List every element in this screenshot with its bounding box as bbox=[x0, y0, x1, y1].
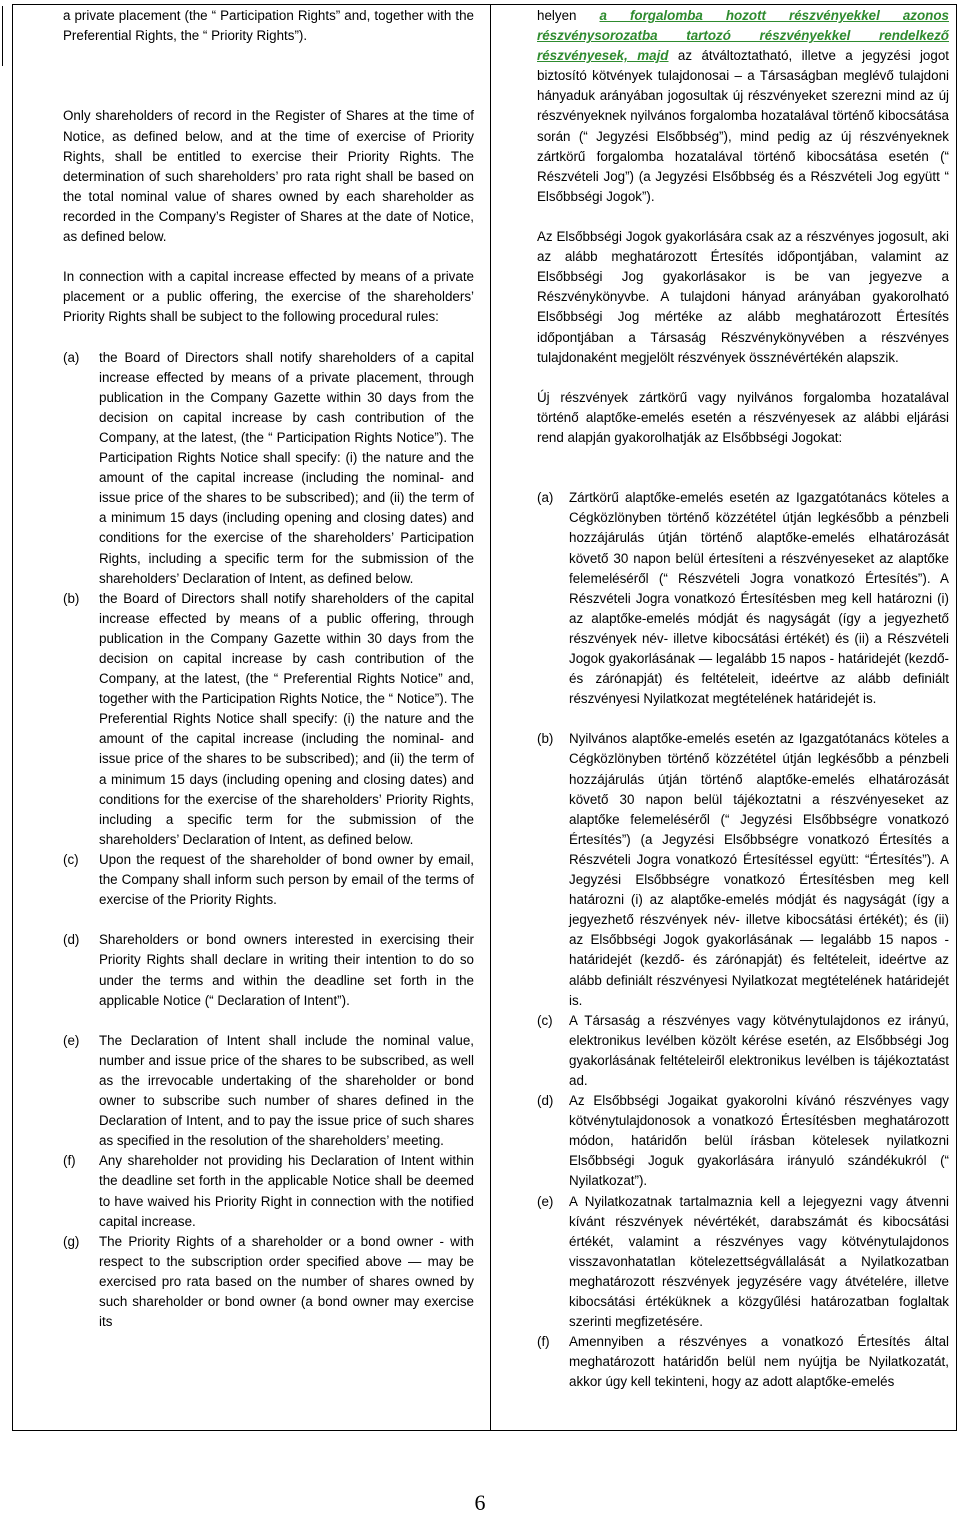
item-text: the Board of Directors shall notify shareholders of the capital increase effected by means of a public offering, through publication in the Company Gazette within 30 days from the decision on capital increase by cash contribution of the Company, at the latest, (the “ Preferential Rights Notice” and, together with the Participation Rights Notice, the “ Notice”). The Preferential Rights Notice shall specify: (i) the nature and the amount of the capital increase (including the nominal- and issue price of the shares to be subscribed); and (ii) the term of a minimum 15 days (including opening and closing dates) and conditions for the exercise of the shareholders’ Priority Rights, including a specific term for the submission of the shareholders’ Declaration of Intent, as defined below. bbox=[99, 590, 474, 847]
list-item-c-hu bbox=[537, 1011, 949, 1091]
list-item-f bbox=[63, 1151, 474, 1231]
item-text: Upon the request of the shareholder of bond owner by email, the Company shall inform such person by email of the terms of exercise of the Priority Rights. bbox=[99, 851, 474, 908]
list-item-g bbox=[63, 1232, 474, 1332]
item-label: (a) bbox=[537, 490, 554, 506]
list-item-e bbox=[63, 1031, 474, 1152]
margin-mark bbox=[2, 6, 3, 66]
item-label: (g) bbox=[63, 1233, 80, 1249]
paragraph-shareholders-of-record-hu: Az Elsőbbségi Jogok gyakorlására csak az a részvényes jogosult, aki az alább meghatározott Értesítés időpontjában, valamint az Elsőbbségi Jog gyakorlásakor is be van jegyezve a Részvénykönyvbe. A tulajdoni hányad arányában gyakorolható Elsőbbségi Jog mértéke az alább meghatározott Értesítés időpontjában a Társaság Részvénykönyvében a részvényes tulajdonaként megjelölt részvények össznévértékén alapszik. bbox=[537, 229, 949, 365]
item-text: A Nyilatkozatnak tartalmaznia kell a lejegyezni vagy átvenni kívánt részvények névértékét, darabszámát és kibocsátási értékét, valamint a részvényes vagy kötvénytulajdonos visszavonhatatlan kötelezettségvállalását a Nyilatkozatban meghatározott részvények jegyzésére vagy átvételére, illetve kibocsátási értéküknek a közgyűlési határozatban foglaltak szerinti megfizetésére. bbox=[569, 1193, 949, 1330]
list-item-c bbox=[63, 850, 474, 910]
item-label: (c) bbox=[537, 1012, 553, 1028]
item-label: (f) bbox=[537, 1334, 550, 1350]
item-text: The Declaration of Intent shall include the nominal value, number and issue price of the shares to be subscribed, as well as the irrevocable undertaking of the shareholder or bond owner to subscribe such number of shares defined in the Declaration of Intent, and to pay the issue price of such shares as specified in the resolution of the shareholders’ meeting. bbox=[99, 1032, 474, 1149]
intro-start: helyen bbox=[537, 8, 577, 23]
english-column bbox=[63, 6, 474, 1332]
item-label: (c) bbox=[63, 851, 79, 867]
list-item-a-hu bbox=[537, 488, 949, 709]
item-text: the Board of Directors shall notify shareholders of a capital increase effected by means of a private placement, through publication in the Company Gazette within 30 days from the decision on capital increase by cash contribution of the Company, at the latest, (the “ Participation Rights Notice”). The Participation Rights Notice shall specify: (i) the nature and the amount of the capital increase (including the nominal- and issue price of the shares to be subscribed); and (ii) the term of a minimum 15 days (including opening and closing dates) and conditions for the exercise of the shareholders’ Participation Rights, including a specific term for the submission of the shareholders’ Declaration of Intent, as defined below. bbox=[99, 349, 474, 586]
item-label: (e) bbox=[537, 1193, 554, 1209]
item-text: Any shareholder not providing his Declaration of Intent within the deadline set forth in the applicable Notice shall be deemed to have waived his Priority Right in connection with the notified capital increase. bbox=[99, 1153, 474, 1229]
paragraph-procedural-intro: In connection with a capital increase effected by means of a private placement or a public offering, the exercise of the shareholders’ Priority Rights shall be subject to the following procedural rules: bbox=[63, 269, 474, 325]
list-item-a bbox=[63, 348, 474, 589]
item-label: (b) bbox=[63, 590, 80, 606]
item-label: (d) bbox=[537, 1093, 554, 1109]
item-text: Zártkörű alaptőke-emelés esetén az Igazgatótanács köteles a Cégközlönyben történő közzététel útján legkésőbb a pénzbeli hozzájárulás útján történő alaptőke-emelés elhatározását követő 30 napon belül értesíteni a részvényeseket az alaptőke felemeléséről (“ Részvételi Jogra vonatkozó Értesítés”). A Részvételi Jogra vonatkozó Értesítésben meg kell határozni (i) az alaptőke-emelés módját és nagyságát (így a jegyezhető részvények név- illetve kibocsátási értékét) és (ii) a Részvételi Jogok gyakorlásának — legalább 15 napos - határidejét (kezdő- és zárónapját) és feltételeit, ideértve az alább definiált részvényesi Nyilatkozat megtételének határidejét is. bbox=[569, 490, 949, 707]
item-text: Shareholders or bond owners interested in exercising their Priority Rights shall declare in writing their intention to do so under the terms and within the deadline set forth in the applicable Notice (“ Declaration of Intent”). bbox=[99, 932, 474, 1008]
highlighted-insertion: a forgalomba hozott részvényekkel azonos részvénysorozatba tartozó részvényekkel rendelkező részvényesek, majd bbox=[537, 8, 949, 64]
item-label: (f) bbox=[63, 1153, 76, 1169]
list-item-b-hu bbox=[537, 729, 949, 1010]
list-item-f-hu bbox=[537, 1332, 949, 1392]
item-label: (b) bbox=[537, 731, 554, 747]
item-text: Az Elsőbbségi Jogaikat gyakorolni kívánó részvényes vagy kötvénytulajdonosok a vonatkozó Értesítésben meghatározott módon, határidőn belül írásban kötelesek nyilatkozni Elsőbbségi Joguk gyakorlására irányuló szándékukról (“ Nyilatkozat”). bbox=[569, 1093, 949, 1189]
hungarian-column bbox=[537, 6, 949, 1392]
item-text: Amennyiben a részvényes a vonatkozó Értesítés által meghatározott határidőn belül nem nyújtja be Nyilatkozatát, akkor úgy kell tekinteni, hogy az adott alaptőke-emelés bbox=[569, 1334, 949, 1390]
list-item-e-hu bbox=[537, 1192, 949, 1333]
list-item-b bbox=[63, 589, 474, 850]
paragraph-shareholders-of-record: Only shareholders of record in the Register of Shares at the time of Notice, as defined below, and at the time of exercise of Priority Rights, shall be entitled to exercise their Priority Rights. The determination of such shareholders’ pro rata right shall be based on the total nominal value of shares owned by each shareholder as recorded in the Company’s Register of Shares at the date of Notice, as defined below. bbox=[63, 108, 474, 245]
list-item-d-hu bbox=[537, 1091, 949, 1191]
list-item-d bbox=[63, 930, 474, 1010]
paragraph-procedural-intro-hu: Új részvények zártkörű vagy nyilvános forgalomba hozatalával történő alaptőke-emelés esetén a részvényesek az alábbi eljárási rend alapján gyakorolhatják az Elsőbbségi Jogokat: bbox=[537, 389, 949, 445]
intro-rest: az átváltoztatható, illetve a jegyzési jogot biztosító kötvények tulajdonosai – a Társaságban meglévő tulajdoni hányaduk arányában jogosultak új részvényeket szerezni mind az új részvényeknek nyilvános forgalomba hozatalával történő kibocsátása során (“ Jegyzési Elsőbbség”), mind pedig az új részvényeknek zártkörű forgalomba hozatalával történő kibocsátása esetén (“ Részvételi Jog”) (a Jegyzési Elsőbbség és a Részvételi Jog együtt “ Elsőbbségi Jogok”). bbox=[537, 48, 949, 204]
item-text: A Társaság a részvényes vagy kötvénytulajdonos ez irányú, elektronikus levélben közölt kérése esetén, az Elsőbbségi Jog gyakorlásának feltételeiről elektronikus levélben is tájékoztatást ad. bbox=[569, 1012, 949, 1088]
item-label: (d) bbox=[63, 932, 80, 948]
paragraph-intro-continued-hu bbox=[537, 6, 949, 207]
item-label: (a) bbox=[63, 349, 80, 365]
item-label: (e) bbox=[63, 1032, 80, 1048]
column-divider bbox=[490, 4, 491, 1431]
paragraph-intro-continued: a private placement (the “ Participation Rights” and, together with the Preferential Rights, the “ Priority Rights”). bbox=[63, 8, 474, 44]
item-text: Nyilvános alaptőke-emelés esetén az Igazgatótanács köteles a Cégközlönyben történő közzététel útján legkésőbb a pénzbeli hozzájárulás útján történő alaptőke-emelés elhatározását követő 30 napon belül tájékoztatni a részvényeseket az alaptőke felemeléséről (“ Jegyzési Elsőbbségre vonatkozó Értesítés”) (a Jegyzési Elsőbbségre vonatkozó Értesítés a Részvételi Jogra vonatkozó Értesítéssel együtt: “Értesítés”). A Jegyzési Elsőbbségre vonatkozó Értesítésben meg kell határozni (i) az alaptőke-emelés módját és nagyságát (így a jegyezhető részvények név- illetve kibocsátási értékét); és (ii) az Elsőbbségi Jogok gyakorlásának — legalább 15 napos - határidejét (kezdő- és zárónapját) és feltételeit, ideértve az alább definiált részvényesi Nyilatkozat megtételének határidejét is. bbox=[569, 731, 949, 1008]
item-text: The Priority Rights of a shareholder or a bond owner - with respect to the subscription order specified above — may be exercised pro rata based on the number of shares owned by such shareholder or bond owner (a bond owner may exercise its bbox=[99, 1233, 474, 1330]
page-number: 6 bbox=[474, 1490, 486, 1515]
